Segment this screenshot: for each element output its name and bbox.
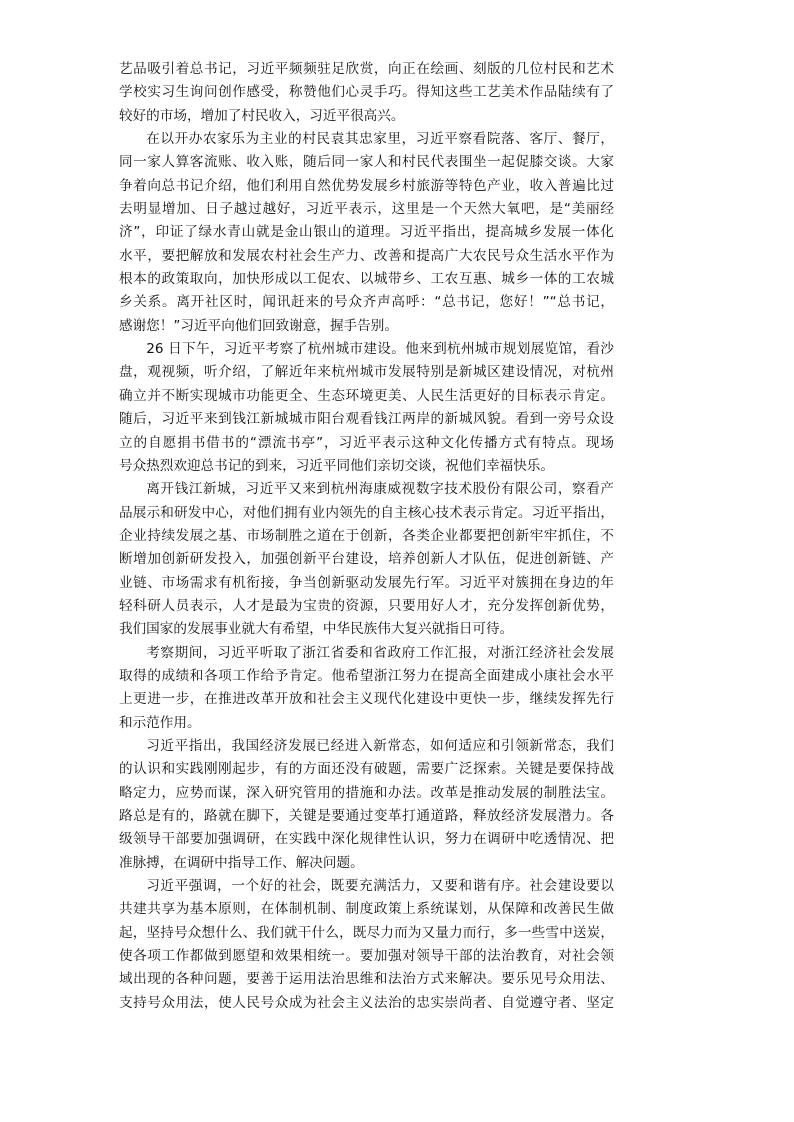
text-line: 济”，印证了绿水青山就是金山银山的道理。习近平指出，提高城乡发展一体化 (119, 224, 614, 241)
text-line: 习近平指出，我国经济发展已经进入新常态，如何适应和引领新常态，我们 (146, 737, 614, 754)
text-line: 我们国家的发展事业就大有希望，中华民族伟大复兴就指日可待。 (119, 621, 514, 638)
text-line: 在以开办农家乐为主业的村民袁其忠家里，习近平察看院落、客厅、餐厅， (146, 131, 614, 148)
text-line: 根本的政策取向，加快形成以工促农、以城带乡、工农互惠、城乡一体的工农城 (119, 271, 614, 288)
paragraph (119, 735, 614, 875)
text-line: 略定力，应势而谋，深入研究管用的措施和办法。改革是推动发展的制胜法宝。 (119, 784, 614, 801)
text-line: 乡关系。离开社区时，闻讯赶来的号众齐声高呼：“总书记，您好！”“总书记， (119, 294, 614, 311)
text-line: 习近平强调，一个好的社会，既要充满活力，又要和谐有序。社会建设要以 (146, 878, 614, 895)
text-line: 较好的市场，增加了村民收入，习近平很高兴。 (119, 107, 405, 124)
text-line: 支持号众用法，使人民号众成为社会主义法治的忠实崇尚者、自觉遵守者、坚定 (119, 994, 614, 1011)
text-line: 号众热烈欢迎总书记的到来，习近平同他们亲切交谈，祝他们幸福快乐。 (119, 457, 554, 474)
text-line: 路总是有的，路就在脚下，关键是要通过变革打通道路，释放经济发展潜力。各 (119, 808, 614, 824)
paragraph (119, 478, 614, 641)
text-line: 共建共享为基本原则，在体制机制、制度政策上系统谋划，从保障和改善民生做 (119, 901, 614, 918)
text-line: 26 日下午，习近平考察了杭州城市建设。他来到杭州城市规划展览馆，看沙 (146, 341, 614, 358)
text-line: 感谢您！”习近平向他们回致谢意，握手告别。 (119, 317, 398, 334)
text-line: 上更进一步，在推进改革开放和社会主义现代化建设中更快一步，继续发挥先行 (119, 691, 614, 708)
text-line: 级领导干部要加强调研，在实践中深化规律性认识，努力在调研中吃透情况、把 (119, 831, 614, 848)
text-line: 水平，要把解放和发展农村社会生产力、改善和提高广大农民号众生活水平作为 (119, 247, 614, 264)
text-line: 确立并不断实现城市功能更全、生态环境更美、人民生活更好的目标表示肯定。 (119, 387, 614, 404)
text-line: 同一家人算客流账、收入账，随后同一家人和村民代表围坐一起促膝交谈。大家 (119, 154, 614, 171)
paragraph (119, 642, 614, 735)
paragraph (119, 128, 614, 338)
text-line: 立的自愿捐书借书的“漂流书亭”，习近平表示这种文化传播方式有特点。现场 (119, 434, 614, 451)
text-line: 准脉搏，在调研中指导工作、解决问题。 (119, 854, 364, 871)
text-line: 随后，习近平来到钱江新城城市阳台观看钱江两岸的新城风貌。看到一旁号众设 (119, 411, 614, 428)
text-line: 学校实习生询问创作感受，称赞他们心灵手巧。得知这些工艺美术作品陆续有了 (119, 84, 614, 101)
text-line: 艺品吸引着总书记，习近平频频驻足欣赏，向正在绘画、刻版的几位村民和艺术 (119, 61, 614, 77)
text-line: 起，坚持号众想什么、我们就干什么，既尽力而为又量力而行，多一些雪中送炭， (119, 924, 614, 941)
text-line: 企业持续发展之基、市场制胜之道在于创新，各类企业都要把创新牢牢抓住，不 (119, 527, 614, 544)
text-line: 使各项工作都做到愿望和效果相统一。要加强对领导干部的法治教育，对社会领 (119, 948, 614, 965)
document-body (119, 58, 614, 1015)
text-line: 离开钱江新城，习近平又来到杭州海康威视数字技术股份有限公司，察看产 (146, 481, 614, 498)
text-line: 断增加创新研发投入，加强创新平台建设，培养创新人才队伍，促进创新链、产 (119, 551, 614, 568)
text-line: 域出现的各种问题，要善于运用法治思维和法治方式来解决。要乐见号众用法、 (119, 971, 614, 988)
text-line: 考察期间，习近平听取了浙江省委和省政府工作汇报，对浙江经济社会发展 (146, 644, 614, 661)
paragraph (119, 875, 614, 1015)
text-line: 去明显增加、日子越过越好，习近平表示，这里是一个天然大氧吧，是“美丽经 (119, 201, 614, 218)
text-line: 轻科研人员表示，人才是最为宝贵的资源，只要用好人才，充分发挥创新优势， (119, 597, 614, 614)
text-line: 和示范作用。 (119, 714, 201, 731)
paragraph (119, 338, 614, 478)
text-line: 争着向总书记介绍，他们利用自然优势发展乡村旅游等特色产业，收入普遍比过 (119, 177, 614, 194)
text-line: 业链、市场需求有机衔接，争当创新驱动发展先行军。习近平对簇拥在身边的年 (119, 574, 614, 591)
text-line: 品展示和研发中心，对他们拥有业内领先的自主核心技术表示肯定。习近平指出， (119, 504, 614, 521)
text-line: 的认识和实践刚刚起步，有的方面还没有破题，需要广泛探索。关键是要保持战 (119, 761, 614, 778)
paragraph (119, 58, 614, 128)
text-line: 盘，观视频，听介绍，了解近年来杭州城市发展特别是新城区建设情况，对杭州 (119, 364, 614, 381)
text-line: 取得的成绩和各项工作给予肯定。他希望浙江努力在提高全面建成小康社会水平 (119, 667, 614, 684)
